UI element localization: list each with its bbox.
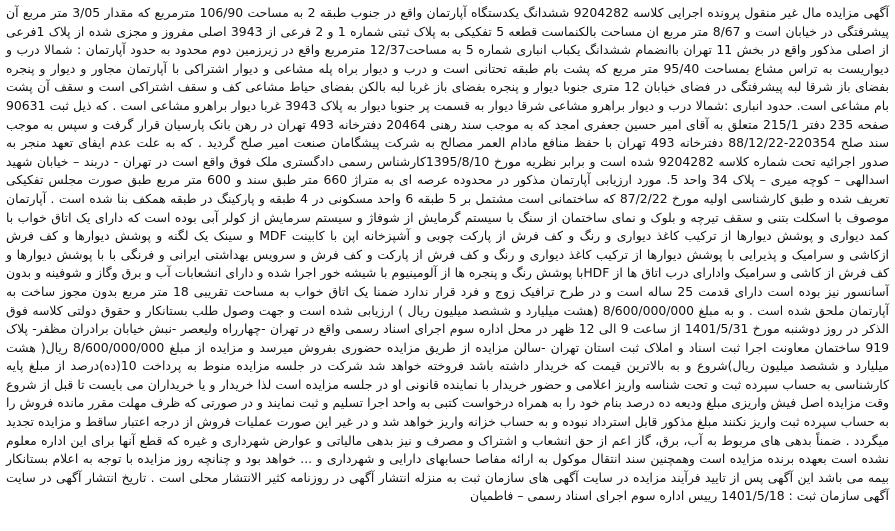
notice-body: آگهی مزایده مال غیر منقول پرونده اجرایی کلاسه 9204282 ششدانگ یکدستگاه آپارتمان واقع در جنوب طبقه 2 به مساحت 106/90 مترمربع که مقدار 3/05 متر مربع آن پیشرفتگی در خیابان است و 8/67 متر مربع ان مساحت بالکنماست قطعه 5 تفکیکی به پلاک ثبتی شماره 1 و 2 فرعی از 3943 اصلی مفروز و مجزی شده از پلاک 1فرعی از اصلی مذکور واقع در بخش 11 تهران باانضمام ششدانگ یکباب انباری شماره 5 به مساحت12/37 مترمربع واقع در زیرزمین دوم محدود به حدود آپارتمان : شمالا درب و دیواریست به تراس مشاع بمساحت 95/40 متر مربع که پشت بام طبقه تحتانی است و درب و دیوار براه پله مشاعی و دیوار اشتراکی با آپارتمان مجاور و دیوار و پنجره بفضای باز شرقا لبه پیشرفتگی در فضای خیابان 12 متری جنوبا دیوار و پنجره بفضای باز غربا لبه بالکن بفضای حیاط مشاعی کف و سقف اشتراکی است و سقف آن پشت بام مشاعی است. حدود انباری :شمالا درب و دیوار براهرو مشاعی شرقا دیوار به قسمت پر جنوبا دیوار به پلاک 3943 غربا دیوار براهرو مشاعی است . که ذیل ثبت 90631 صفحه 235 دفتر 215/1 متعلق به آقای امیر حسین جعفری امجد که به موجب سند رهنی 20464 دفترخانه 493 تهران در رهن بانک پارسیان قرار گرفت و سپس به موجب سند صلح 220354-88/12/22 دفترخانه 493 تهران با حفظ منافع مادام العمر مصالح به شرکت پیشگامان صنعت امیر صلح گردید . که به علت عدم ایفای تعهد منجر به صدور اجرائیه تحت شماره کلاسه 9204282 شده است و برابر نظریه مورخ 1395/8/10کارشناس رسمی دادگستری ملک فوق واقع است در تهران - دربند – خیابان شهید اسدالهی – کوچه میری – پلاک 34 واحد 5. مورد ارزیابی آپارتمان مذکور در محدوده عرصه ای به متراژ 660 متر طبق سند و 600 متر مربع طبق صورت مجلس تفکیکی تعریف شده و طبق کارشناسی اولیه مورخ 87/2/22 که ساختمانی است مشتمل بر 5 طبقه 6 واحد مسکونی در 4 طبقه و پارکینگ در طبقه همکف بنا شده است . آپارتمان موصوف با اسکلت بتنی و سقف تیرچه و بلوک و نمای ساختمان از سنگ با سیستم گرمایش از شوفاژ و سیستم سرمایش از کولر آبی بوده است که دارای یک اتاق خواب با کمد دیواری و پوشش دیوارها از ترکیب کاغذ دیواری و رنگ و کف فرش از پارکت چوبی و آشپزخانه اپن با کابینت MDF و سینک یک لگنه و پوشش دیوارها و کف فرش ازکاشی و سرامیک و پذیرایی با پوشش دیوارها از ترکیب کاغذ دیواری و رنگ و کف فرش از پارکت و کف فرش و سرویس بهداشتی ایرانی و فرنگی با با پوشش دیوارها و کف فرش از کاشی و سرامیک وادارای درب اتاق ها از HDFبا پوشش رنگ و پنجره ها از آلومینیوم با شیشه خور اجرا شده و دارای انشعابات آب و برق وگاز و شوفینه و بدون آسانسور نیز بوده است دارای قدمت 25 ساله است و در طرح ترافیک زوج و فرد قرار ندارد ضمنا یک اتاق خواب به مساحت تقریبی 18 متر مربع بدون مجوز ساخت به آپارتمان ملحق شده است . و به مبلغ 8/600/000/000 (هشت میلیارد و ششصد میلیون ریال ) ارزیابی شده است و جهت وصول طلب بستانکار و حقوق دولتی کلاسه فوق الذکر در روز دوشنبه مورخ 1401/5/31 از ساعت 9 الی 12 ظهر در محل اداره سوم اجرای اسناد رسمی واقع در تهران -چهارراه ولیعصر -نبش خیابان برادران مظفر- پلاک 919 ساختمان معاونت اجرا ثبت اسناد و املاک ثبت استان تهران -سالن مزایده از طریق مزایده حضوری بفروش میرسد و مزایده از مبلغ 8/600/000/000 ریال( هشت میلیارد و ششصد میلیون ریال)شروع و به بالاترین قیمت که خریدار داشته باشد فروخته خواهد شد شرکت در جلسه مزایده منوط به پرداخت 10(ده)درصد از مبلغ پایه کارشناسی به حساب سپرده ثبت و تحت شناسه واریز اعلامی و حضور خریدار با نماینده قانونی او در جلسه مزایده است لذا خریدار و یا خریداران می بایست تا قبل از شروع وقت مزایده اصل فیش واریزی مبلغ ودیعه ده درصد بنام خود را به همراه درخواست کتبی به واحد اجرا تسلیم و ثبت نمایند و در صورتی که ظرف مهلت مقرر مانده فروش را به حساب سپرده ثبت واریز نکنند مبلغ مذکور قابل استرداد نبوده و به حساب خزانه واریز خواهد شد و در غیر این صورت عملیات فروش از درجه اعتبار ساقط و مزایده تجدید میگردد . ضمناً بدهی های مربوط به آب، برق، گاز اعم از حق انشعاب و اشتراک و مصرف و نیز بدهی مالیاتی و عوارض شهرداری و غیره که قطع آنها برای این اداره معلوم نشده است بعهده برنده مزایده است وهمچنین سند انتقال موکول به ارائه مفاصا حسابهای دارایی و شهرداری و ... خواهد بود و چنانچه روز مزایده با توجه به اعلام بستانکار بیمه می باشد این آگهی پس از تایید فرآیند مزایده در سایت آگهی های سازمان ثبت به منزله انتشار آگهی در روزنامه کثیر الانتشار محلی است . تاریخ انتشار آگهی در سایت آگهی سازمان ثبت : 1401/5/18 رییس اداره سوم اجرای اسناد رسمی – [6,5,890,504]
signatory-name: فاطمیان [469,488,514,504]
